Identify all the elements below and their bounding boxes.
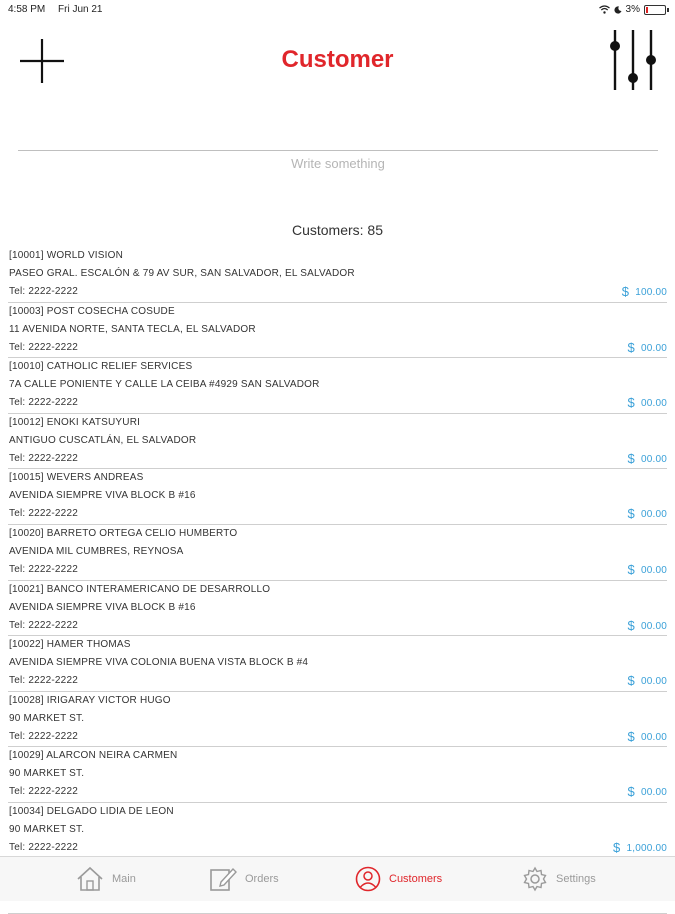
amount-value: 00.00 bbox=[640, 620, 667, 632]
customer-address: ANTIGUO CUSCATLÁN, EL SALVADOR bbox=[9, 434, 197, 446]
amount-value: 00.00 bbox=[640, 564, 667, 576]
tab-bar bbox=[0, 856, 675, 901]
customer-row[interactable] bbox=[8, 303, 667, 359]
customer-amount bbox=[628, 396, 667, 409]
customer-title: [10010] CATHOLIC RELIEF SERVICES bbox=[9, 361, 193, 373]
customer-row[interactable] bbox=[8, 581, 667, 637]
customer-address: PASEO GRAL. ESCALÓN & 79 AV SUR, SAN SALVADOR, EL SALVADOR bbox=[9, 268, 355, 279]
edit-icon bbox=[209, 866, 237, 892]
page-title: Customer bbox=[281, 46, 394, 73]
wifi-icon bbox=[599, 5, 610, 14]
customer-tel: Tel: 2222-2222 bbox=[9, 619, 78, 631]
customer-tel: Tel: 2222-2222 bbox=[9, 841, 78, 853]
customer-amount bbox=[613, 841, 667, 854]
customer-tel: Tel: 2222-2222 bbox=[9, 397, 78, 409]
amount-value: 00.00 bbox=[640, 787, 667, 799]
search-input[interactable] bbox=[18, 150, 658, 175]
customer-amount bbox=[628, 341, 667, 354]
moon-icon bbox=[614, 6, 622, 14]
customer-title: [10029] ALARCON NEIRA CARMEN bbox=[9, 750, 178, 762]
amount-value: 00.00 bbox=[640, 676, 667, 688]
customer-row[interactable] bbox=[8, 692, 667, 748]
customer-title: [10003] POST COSECHA COSUDE bbox=[9, 305, 175, 317]
customer-address: AVENIDA SIEMPRE VIVA BLOCK B #16 bbox=[9, 601, 196, 613]
customer-count: Customers: 85 bbox=[291, 222, 384, 238]
customer-address: 90 MARKET ST. bbox=[9, 712, 85, 724]
tab-customers-label: Customers bbox=[389, 873, 443, 885]
customer-title: [10028] IRIGARAY VICTOR HUGO bbox=[9, 694, 171, 706]
amount-value: 00.00 bbox=[640, 342, 667, 354]
customer-row[interactable] bbox=[8, 747, 667, 803]
battery-icon bbox=[644, 5, 666, 15]
customer-row[interactable] bbox=[8, 525, 667, 581]
currency-symbol: $ bbox=[621, 284, 630, 299]
amount-value: 100.00 bbox=[635, 287, 667, 298]
customer-tel: Tel: 2222-2222 bbox=[9, 675, 78, 687]
customer-tel: Tel: 2222-2222 bbox=[9, 508, 78, 520]
currency-symbol: $ bbox=[627, 395, 635, 411]
customer-title: [10020] BARRETO ORTEGA CELIO HUMBERTO bbox=[9, 527, 238, 539]
customer-amount bbox=[628, 730, 667, 743]
tab-main-label: Main bbox=[112, 873, 136, 885]
battery-tip bbox=[667, 8, 669, 12]
customer-amount bbox=[628, 619, 667, 632]
customer-title: [10034] DELGADO LIDIA DE LEON bbox=[9, 805, 174, 817]
amount-value: 00.00 bbox=[640, 398, 667, 410]
customer-row[interactable] bbox=[8, 247, 667, 303]
currency-symbol: $ bbox=[627, 339, 635, 355]
currency-symbol: $ bbox=[613, 839, 621, 855]
tab-customers[interactable] bbox=[355, 865, 442, 893]
user-icon bbox=[355, 866, 381, 892]
status-time: 4:58 PM bbox=[8, 4, 46, 15]
customer-row[interactable] bbox=[8, 636, 667, 692]
customer-address: AVENIDA MIL CUMBRES, REYNOSA bbox=[9, 545, 184, 557]
customer-title: [10012] ENOKI KATSUYURI bbox=[9, 416, 141, 428]
customer-tel: Tel: 2222-2222 bbox=[9, 730, 78, 742]
customer-address: 90 MARKET ST. bbox=[9, 823, 85, 835]
battery-percent: 3% bbox=[625, 4, 640, 15]
customer-tel: Tel: 2222-2222 bbox=[9, 452, 78, 464]
customer-amount bbox=[628, 785, 667, 798]
currency-symbol: $ bbox=[627, 450, 635, 466]
customer-address: AVENIDA SIEMPRE VIVA BLOCK B #16 bbox=[9, 490, 196, 502]
customer-address: 7A CALLE PONIENTE Y CALLE LA CEIBA #4929 SAN SALVADOR bbox=[9, 379, 320, 391]
customer-tel: Tel: 2222-2222 bbox=[9, 563, 78, 575]
filter-sliders-icon[interactable] bbox=[607, 28, 659, 92]
tab-orders[interactable] bbox=[209, 865, 279, 893]
customer-amount bbox=[628, 674, 667, 687]
status-bar bbox=[0, 0, 675, 18]
status-date: Fri Jun 21 bbox=[58, 4, 103, 15]
customer-row[interactable] bbox=[8, 414, 667, 470]
amount-value: 00.00 bbox=[640, 509, 667, 521]
customer-title: [10021] BANCO INTERAMERICANO DE DESARROLLO bbox=[9, 583, 271, 595]
status-left bbox=[8, 4, 113, 15]
customer-row[interactable] bbox=[8, 469, 667, 525]
customer-list bbox=[0, 247, 675, 856]
status-right bbox=[599, 4, 669, 15]
header bbox=[0, 20, 675, 110]
customer-address: 11 AVENIDA NORTE, SANTA TECLA, EL SALVADOR bbox=[9, 323, 256, 335]
customer-title: [10022] HAMER THOMAS bbox=[9, 639, 131, 651]
customer-row[interactable] bbox=[8, 358, 667, 414]
amount-value: 00.00 bbox=[640, 731, 667, 743]
home-icon bbox=[76, 866, 104, 892]
customer-amount bbox=[628, 507, 667, 520]
customer-amount bbox=[628, 563, 667, 576]
tab-main[interactable] bbox=[76, 865, 136, 893]
amount-value: 00.00 bbox=[640, 453, 667, 465]
customer-address: AVENIDA SIEMPRE VIVA COLONIA BUENA VISTA BLOCK B #4 bbox=[9, 657, 309, 669]
currency-symbol: $ bbox=[627, 728, 635, 744]
currency-symbol: $ bbox=[627, 784, 635, 800]
currency-symbol: $ bbox=[627, 561, 635, 577]
customer-tel: Tel: 2222-2222 bbox=[9, 341, 78, 353]
tab-orders-label: Orders bbox=[245, 873, 279, 885]
currency-symbol: $ bbox=[627, 673, 635, 689]
customer-address: 90 MARKET ST. bbox=[9, 768, 85, 780]
customer-row[interactable] bbox=[8, 803, 667, 859]
currency-symbol: $ bbox=[627, 617, 635, 633]
customer-tel: Tel: 2222-2222 bbox=[9, 786, 78, 798]
customer-title: [10015] WEVERS ANDREAS bbox=[9, 472, 144, 484]
customer-tel: Tel: 2222-2222 bbox=[9, 286, 78, 297]
gear-icon bbox=[522, 866, 548, 892]
amount-value: 1,000.00 bbox=[626, 842, 667, 854]
currency-symbol: $ bbox=[627, 506, 635, 522]
tab-settings[interactable] bbox=[522, 865, 596, 893]
tab-settings-label: Settings bbox=[556, 873, 596, 885]
customer-amount bbox=[628, 452, 667, 465]
customer-amount bbox=[622, 285, 667, 298]
customer-title: [10001] WORLD VISION bbox=[9, 250, 124, 261]
